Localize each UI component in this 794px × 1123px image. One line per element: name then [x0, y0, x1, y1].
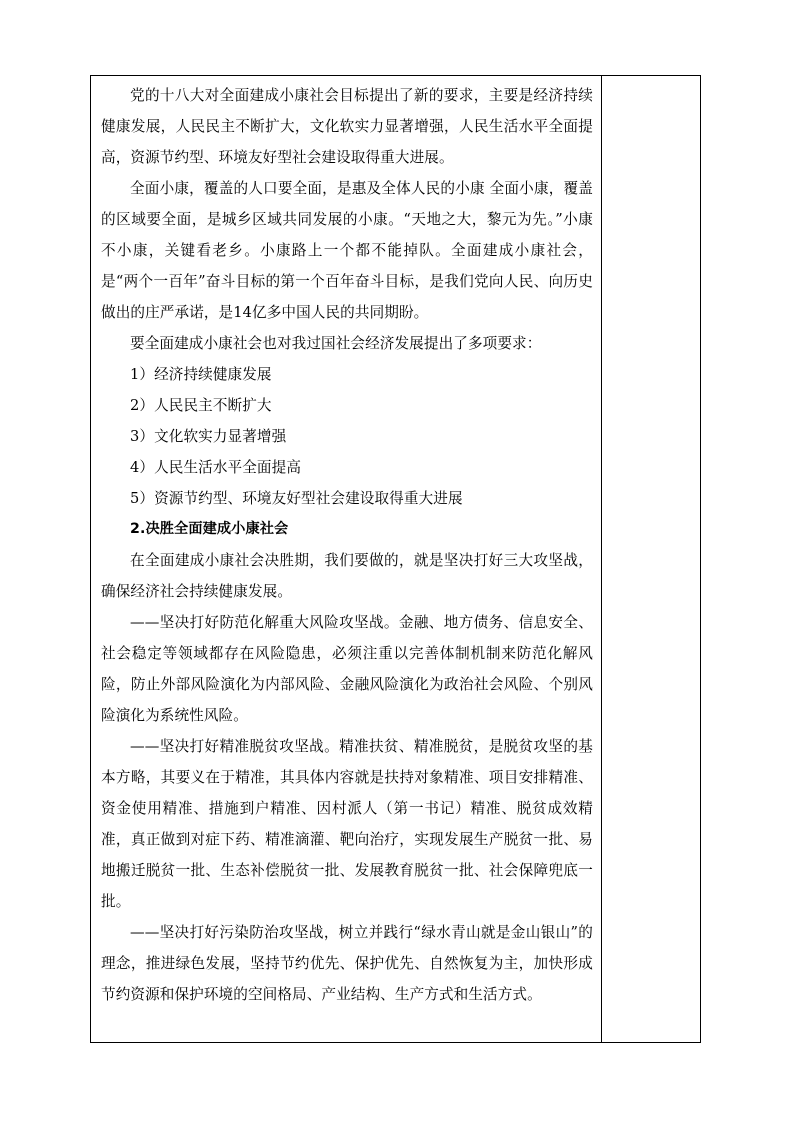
list-item: 4）人民生活水平全面提高 [130, 459, 302, 476]
paragraph-section-intro: 在全面建成小康社会决胜期，我们要做的，就是坚决打好三大攻坚战，确保经济社会持续健康发展。 [101, 552, 593, 600]
paragraph-goals: 党的十八大对全面建成小康社会目标提出了新的要求，主要是经济持续健康发展，人民民主不断扩大，文化软实力显著增强，人民生活水平全面提高，资源节约型、环境友好型社会建设取得重大进展。 [101, 87, 593, 166]
paragraph-pollution-battle: ——坚决打好污染防治攻坚战，树立并践行“绿水青山就是金山银山”的理念，推进绿色发展，坚持节约优先、保护优先、自然恢复为主，加快形成节约资源和保护环境的空间格局、产业结构、生产方式和生活方式。 [101, 924, 593, 1003]
paragraph-comprehensive: 全面小康，覆盖的人口要全面，是惠及全体人民的小康 全面小康，覆盖的区域要全面，是城乡区域共同发展的小康。“天地之大，黎元为先。”小康不小康，关键看老乡。小康路上一个都不能掉队。全面建成小康社会，是“两个一百年”奋斗目标的第一个百年奋斗目标，是我们党向人民、向历史做出的庄严承诺，是14亿多中国人民的共同期盼。 [101, 180, 593, 321]
empty-side-cell [602, 76, 700, 1042]
paragraph-requirements-intro: 要全面建成小康社会也对我过国社会经济发展提出了多项要求： [130, 335, 542, 352]
content-cell [91, 76, 602, 1042]
paragraph-poverty-battle: ——坚决打好精准脱贫攻坚战。精准扶贫、精准脱贫，是脱贫攻坚的基本方略，其要义在于精准，其具体内容就是扶持对象精准、项目安排精准、资金使用精准、措施到户精准、因村派人（第一书记）精准、脱贫成效精准，真正做到对症下药、精准滴灌、靶向治疗，实现发展生产脱贫一批、易地搬迁脱贫一批、生态补偿脱贫一批、发展教育脱贫一批、社会保障兜底一批。 [101, 738, 593, 910]
section-heading: 2.决胜全面建成小康社会 [130, 521, 289, 537]
list-item: 2）人民民主不断扩大 [130, 397, 272, 414]
list-item: 1）经济持续健康发展 [130, 366, 272, 383]
document-table [90, 75, 701, 1043]
paragraph-risk-battle: ——坚决打好防范化解重大风险攻坚战。金融、地方债务、信息安全、社会稳定等领域都存在风险隐患，必须注重以完善体制机制来防范化解风险，防止外部风险演化为内部风险、金融风险演化为政治社会风险、个别风险演化为系统性风险。 [101, 614, 593, 724]
list-item: 5）资源节约型、环境友好型社会建设取得重大进展 [130, 490, 463, 507]
list-item: 3）文化软实力显著增强 [130, 428, 287, 445]
